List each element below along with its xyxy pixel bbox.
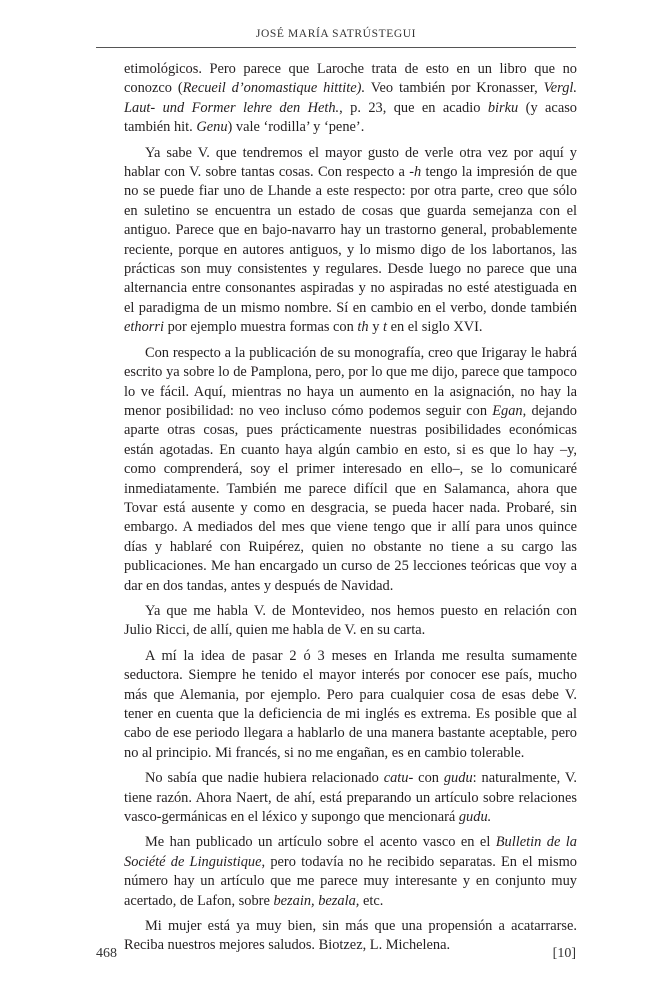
paragraph: Ya sabe V. que tendremos el mayor gusto de verle otra vez por aquí y hablar con V. sobre tantas cosas. Con respecto a -h tengo la impresión de que no se puede fiar uno de Lhande a este respecto: por otra parte, creo que sólo en suletino se encuentra un estado de cosas que guarda semejanza con el antiguo. Parece que en bajo-navarro hay un trastorno general, probablemente reciente, porque en autores antiguos, y lo mismo digo de los labortanos, las prácticas son muy consistentes y regulares. Desde luego no parece que una alternancia entre consonantes aspiradas y no aspiradas no esté atestiguada en el paradigma de un mismo nombre. Sí en cambio en el verbo, donde también ethorri por ejemplo muestra formas con th y t en el siglo XVI.: [124, 144, 578, 336]
paragraph: Mi mujer está ya muy bien, sin más que una propensión a acatarrarse. Reciba nuestros mejores saludos. Biotzez, L. Michelena.: [124, 918, 577, 954]
paragraph: A mí la idea de pasar 2 ó 3 meses en Irlanda me resulta sumamente seductora. Siempre he tenido el mayor interés por conocer ese país, mucho más que Alemania, por ejemplo. Pero para cualquier cosa de esas debe V. tener en cuenta que la deficiencia de mi inglés es extrema. Es posible que al cabo de ese periodo llegara a hablarlo de una manera bastante aceptable, pero no al principio. Mi francés, si no me engañan, es en cambio tolerable.: [124, 647, 577, 761]
letter-body: [124, 60, 577, 962]
header-rule: [96, 47, 576, 48]
page-number: 468: [96, 946, 117, 961]
paragraph: No sabía que nadie hubiera relacionado catu- con gudu: naturalmente, V. tiene razón. Ahora Naert, de ahí, está preparando un artículo sobre relaciones vasco-germánicas en el léxico y supongo que mencionará gudu.: [124, 770, 578, 826]
paragraph: Ya que me habla V. de Montevideo, nos hemos puesto en relación con Julio Ricci, de allí, quien me habla de V. en su carta.: [124, 602, 577, 639]
paragraph: Me han publicado un artículo sobre el acento vasco en el Bulletin de la Société de Linguistique, pero todavía no he recibido separatas. En el mismo número hay un artículo que me parece muy interesante y en conjunto muy acertado, de Lafon, sobre bezain, bezala, etc.: [124, 834, 577, 909]
section-number: [10]: [552, 946, 576, 961]
running-head: JOSÉ MARÍA SATRÚSTEGUI: [255, 28, 417, 40]
paragraph: Con respecto a la publicación de su monografía, creo que Irigaray le habrá escrito ya sobre lo de Pamplona, pero, por lo que me dijo, parece que tampoco lo ve fácil. Aquí, mientras no haya un aumento en la asignación, no hay la menor posibilidad: no veo incluso cómo podemos seguir con Egan, dejando aparte otras cosas, pues prácticamente nuestras posibilidades económicas están agotadas. En cuanto haya algún cambio en esto, si es que lo hay –y, como comprenderá, soy el primer interesado en ello–, se lo comunicaré inmediatamente. También me parece difícil que en Salamanca, ahora que Tovar está ausente y como en desgracia, se pueda hacer nada. Probaré, sin embargo. A mediados del mes que viene tengo que ir allí para unos quince días y hablaré con Ruipérez, quien no obstante no tiene a su cargo las publicaciones. Me han encargado un curso de 25 lecciones teóricas que voy a dar en dos tandas, antes y después de Navidad.: [124, 344, 578, 594]
paragraph: etimológicos. Pero parece que Laroche trata de esto en un libro que no conozco (Recueil d’onomastique hittite). Veo también por Kronasser, Vergl. Laut- und Former lehre den Heth., p. 23, que en acadio birku (y acaso también hit. Genu) vale ‘rodilla’ y ‘pene’.: [124, 61, 578, 136]
